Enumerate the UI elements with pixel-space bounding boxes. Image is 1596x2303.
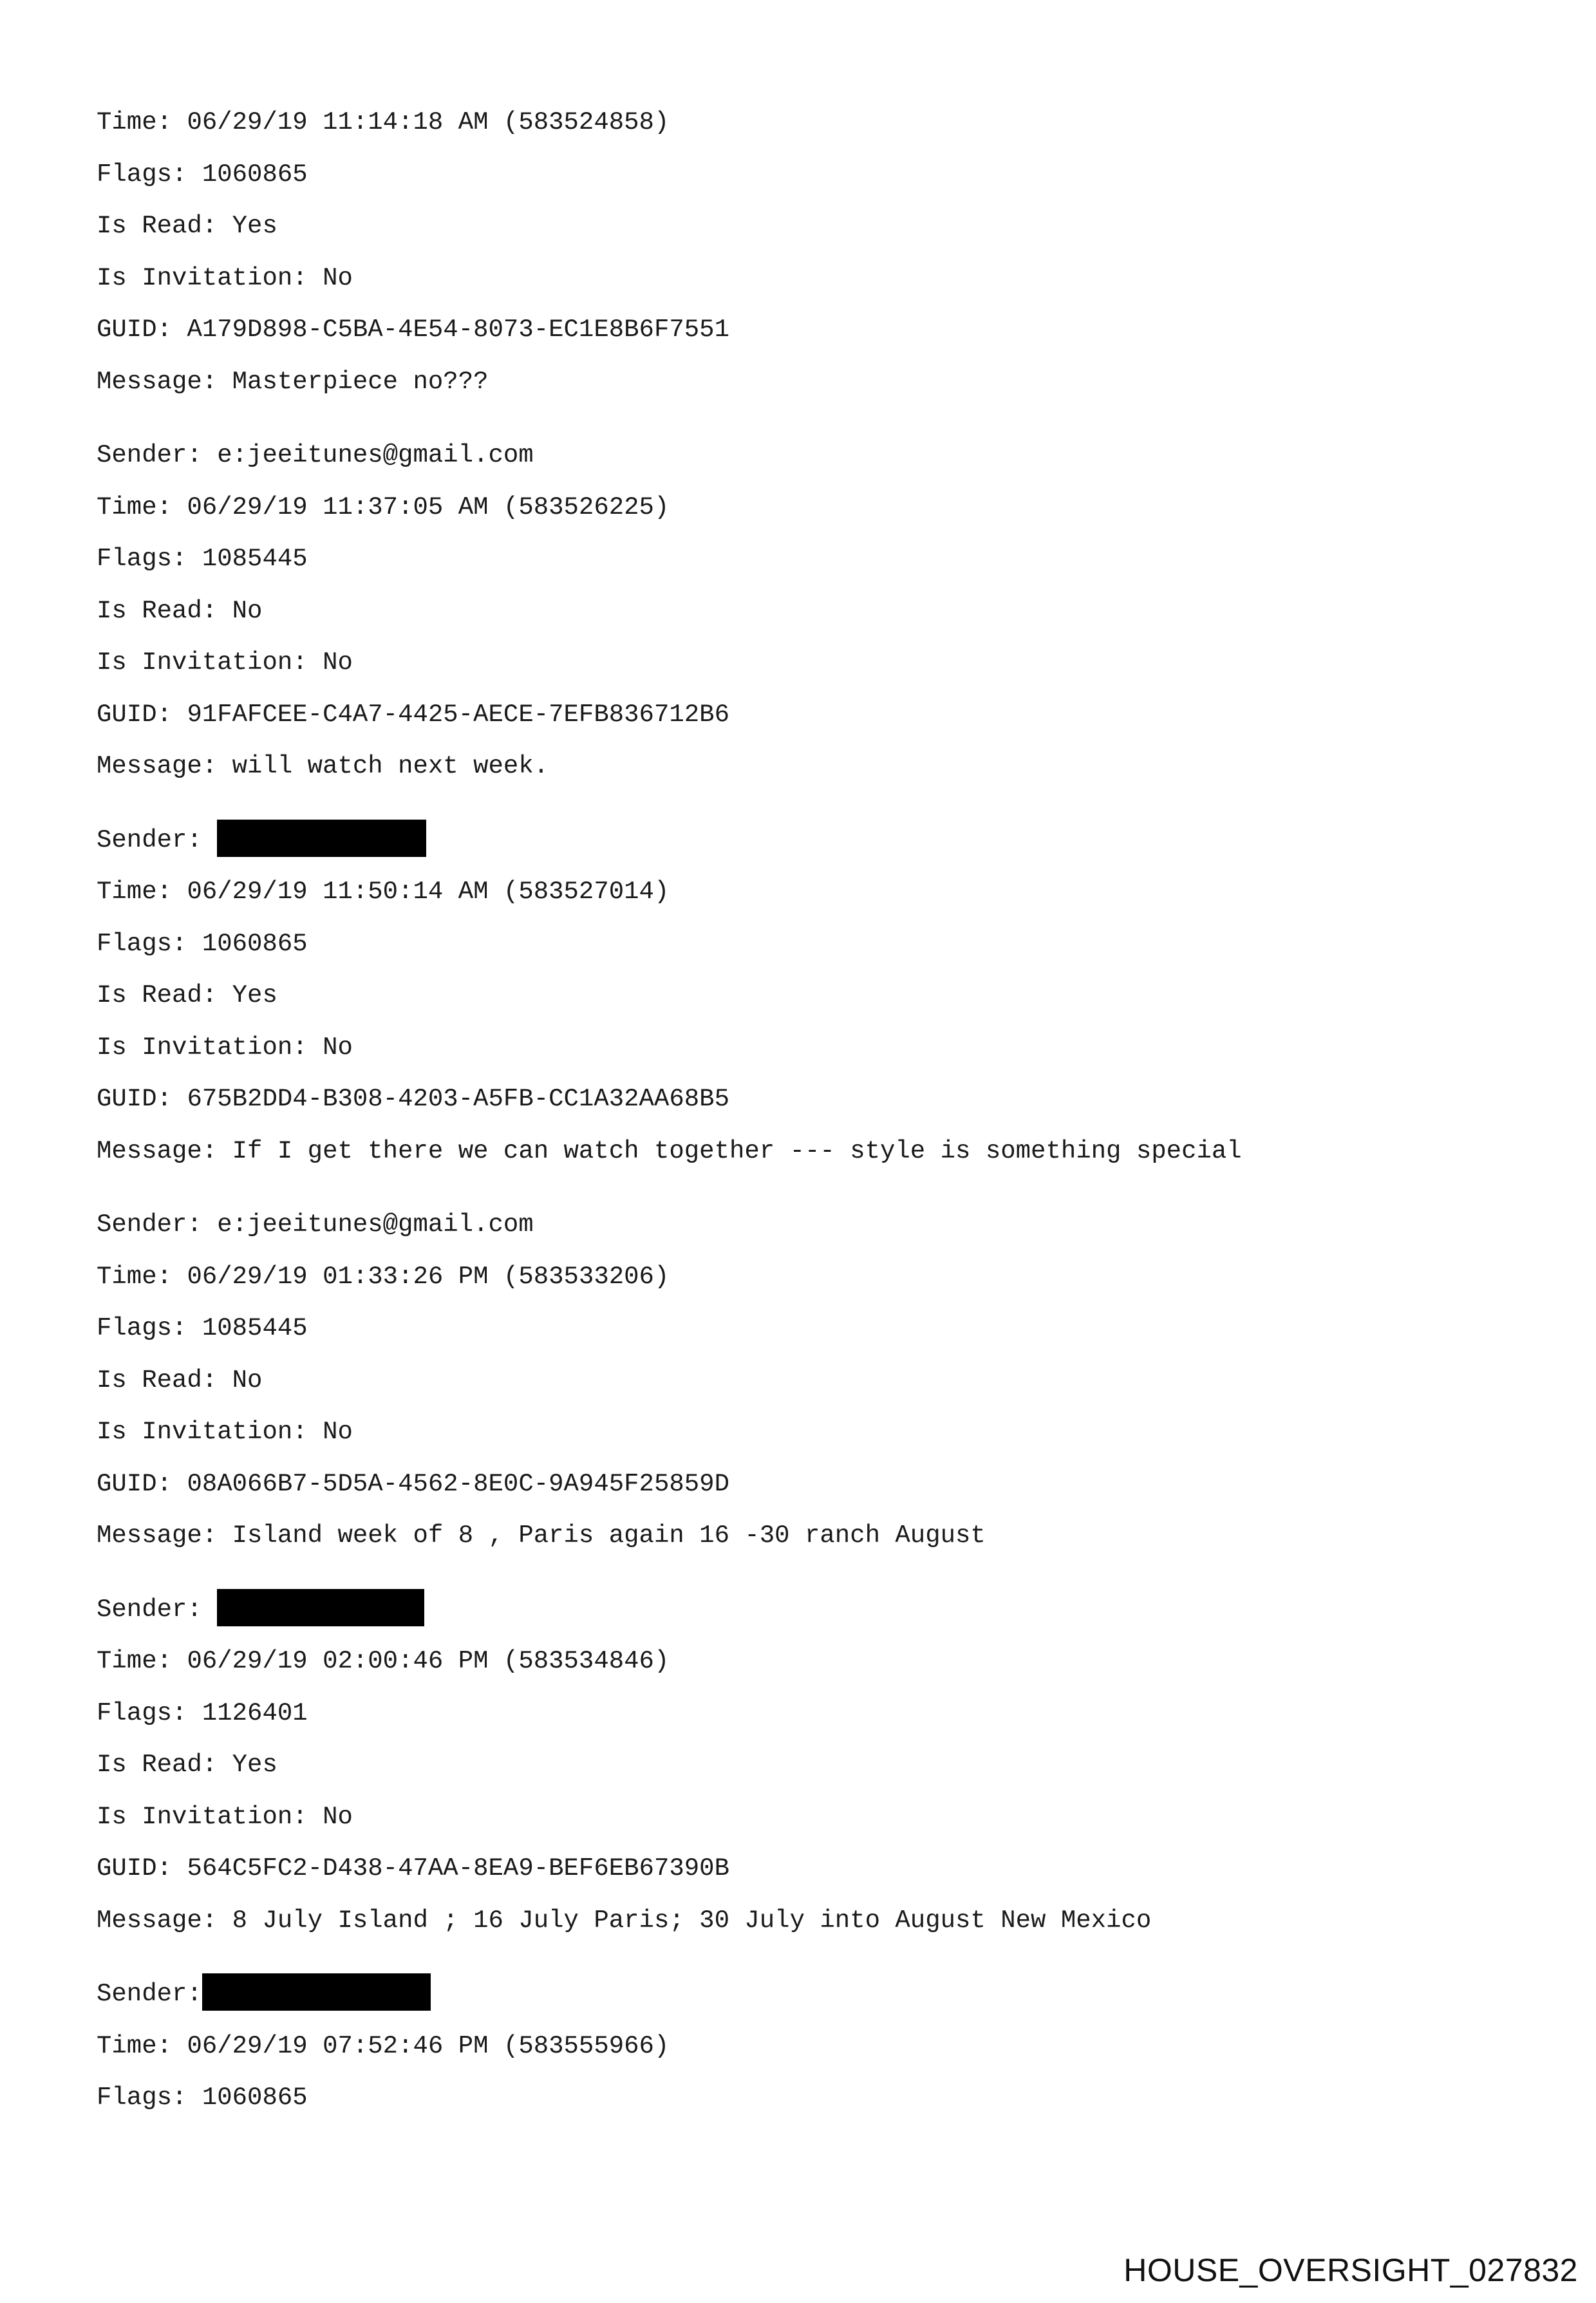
redaction-box — [217, 820, 426, 857]
field-line — [97, 1976, 1513, 2028]
field-label: Is Read: — [97, 981, 232, 1010]
field-label: Message: — [97, 367, 232, 396]
field-value: No — [232, 1366, 263, 1395]
field-line — [97, 1029, 1513, 1082]
field-line — [97, 1592, 1513, 1644]
field-label: GUID: — [97, 1469, 187, 1498]
field-value: 1060865 — [202, 160, 308, 189]
field-value: No — [323, 263, 353, 292]
field-value: No — [323, 1418, 353, 1446]
field-line — [97, 1310, 1513, 1362]
field-line — [97, 489, 1513, 541]
field-label: Flags: — [97, 1698, 202, 1727]
field-value: 06/29/19 11:50:14 AM (583527014) — [187, 878, 670, 906]
field-value: 1126401 — [202, 1698, 308, 1727]
field-label: Is Read: — [97, 212, 232, 240]
field-value: 06/29/19 11:14:18 AM (583524858) — [187, 108, 670, 136]
field-line — [97, 822, 1513, 874]
field-label: Sender: — [97, 1980, 202, 2008]
field-label: Is Read: — [97, 1366, 232, 1395]
field-value: 1085445 — [202, 545, 308, 573]
message-record — [97, 822, 1513, 1185]
field-value: 8 July Island ; 16 July Paris; 30 July into August New Mexico — [232, 1906, 1152, 1935]
field-value: 1060865 — [202, 2083, 308, 2112]
field-line — [97, 874, 1513, 926]
field-line — [97, 1466, 1513, 1518]
field-label: Flags: — [97, 160, 202, 189]
field-label: Is Invitation: — [97, 1418, 323, 1446]
field-label: Is Invitation: — [97, 1802, 323, 1831]
field-line — [97, 1903, 1513, 1955]
field-value: Yes — [232, 212, 277, 240]
field-value: No — [323, 1033, 353, 1062]
field-value: Yes — [232, 1751, 277, 1779]
field-line — [97, 1133, 1513, 1185]
field-label: Message: — [97, 1136, 232, 1165]
field-label: Flags: — [97, 929, 202, 958]
record-gap — [97, 1185, 1513, 1207]
field-label: Time: — [97, 878, 187, 906]
field-line — [97, 312, 1513, 364]
field-value: A179D898-C5BA-4E54-8073-EC1E8B6F7551 — [187, 315, 729, 344]
field-line — [97, 593, 1513, 645]
record-gap — [97, 800, 1513, 822]
field-value: 1085445 — [202, 1314, 308, 1342]
field-line — [97, 644, 1513, 697]
field-line — [97, 156, 1513, 209]
redaction-box — [217, 1589, 424, 1626]
field-line — [97, 1850, 1513, 1903]
field-label: Time: — [97, 493, 187, 522]
field-value: e:jeeitunes@gmail.com — [217, 441, 534, 469]
redaction-box — [202, 1973, 431, 2011]
field-line — [97, 104, 1513, 156]
field-label: Is Invitation: — [97, 263, 323, 292]
field-value: 06/29/19 07:52:46 PM (583555966) — [187, 2031, 670, 2060]
field-line — [97, 2028, 1513, 2080]
field-line — [97, 926, 1513, 978]
field-label: Message: — [97, 1906, 232, 1935]
field-line — [97, 1695, 1513, 1747]
field-label: GUID: — [97, 1854, 187, 1883]
field-line — [97, 541, 1513, 593]
field-value: Yes — [232, 981, 277, 1010]
field-line — [97, 977, 1513, 1029]
field-label: Sender: — [97, 441, 218, 469]
field-label: Message: — [97, 752, 232, 780]
field-line — [97, 1747, 1513, 1799]
field-value: No — [323, 1802, 353, 1831]
field-value: 06/29/19 11:37:05 AM (583526225) — [187, 493, 670, 522]
message-record — [97, 104, 1513, 415]
field-line — [97, 1207, 1513, 1259]
record-gap — [97, 1570, 1513, 1592]
field-label: GUID: — [97, 700, 187, 729]
field-line — [97, 437, 1513, 489]
field-value: 675B2DD4-B308-4203-A5FB-CC1A32AA68B5 — [187, 1085, 729, 1113]
field-label: Flags: — [97, 1314, 202, 1342]
field-label: Time: — [97, 2031, 187, 2060]
field-value: 564C5FC2-D438-47AA-8EA9-BEF6EB67390B — [187, 1854, 729, 1883]
message-log — [97, 104, 1513, 2132]
field-line — [97, 697, 1513, 749]
field-label: GUID: — [97, 1085, 187, 1113]
field-label: Is Read: — [97, 596, 232, 625]
bates-stamp: HOUSE_OVERSIGHT_027832 — [1123, 2252, 1578, 2288]
field-line — [97, 364, 1513, 416]
field-value: 91FAFCEE-C4A7-4425-AECE-7EFB836712B6 — [187, 700, 729, 729]
field-label: Message: — [97, 1521, 232, 1550]
field-value: No — [323, 648, 353, 677]
field-line — [97, 1414, 1513, 1466]
field-line — [97, 1518, 1513, 1570]
field-label: Flags: — [97, 2083, 202, 2112]
field-value: Masterpiece no??? — [232, 367, 489, 396]
field-line — [97, 1799, 1513, 1851]
field-value: will watch next week. — [232, 752, 549, 780]
field-line — [97, 748, 1513, 800]
field-value: 1060865 — [202, 929, 308, 958]
field-line — [97, 1643, 1513, 1695]
message-record — [97, 1207, 1513, 1570]
field-line — [97, 260, 1513, 312]
field-label: Time: — [97, 1262, 187, 1291]
field-value: 06/29/19 01:33:26 PM (583533206) — [187, 1262, 670, 1291]
field-value: 06/29/19 02:00:46 PM (583534846) — [187, 1647, 670, 1675]
field-value: No — [232, 596, 263, 625]
field-line — [97, 2080, 1513, 2132]
field-line — [97, 1081, 1513, 1133]
field-line — [97, 208, 1513, 260]
field-label: Is Invitation: — [97, 1033, 323, 1062]
field-label: Is Invitation: — [97, 648, 323, 677]
field-value: Island week of 8 , Paris again 16 -30 ranch August — [232, 1521, 986, 1550]
field-label: Sender: — [97, 1595, 218, 1624]
field-line — [97, 1362, 1513, 1415]
field-label: Time: — [97, 108, 187, 136]
field-label: Sender: — [97, 825, 218, 854]
field-label: GUID: — [97, 315, 187, 344]
field-value: 08A066B7-5D5A-4562-8E0C-9A945F25859D — [187, 1469, 729, 1498]
field-label: Sender: — [97, 1210, 218, 1239]
field-label: Flags: — [97, 545, 202, 573]
field-line — [97, 1259, 1513, 1311]
record-gap — [97, 1954, 1513, 1976]
message-record — [97, 1976, 1513, 2132]
field-label: Time: — [97, 1647, 187, 1675]
message-record — [97, 437, 1513, 800]
field-value: If I get there we can watch together --- style is something special — [232, 1136, 1242, 1165]
field-value: e:jeeitunes@gmail.com — [217, 1210, 534, 1239]
field-label: Is Read: — [97, 1751, 232, 1779]
record-gap — [97, 415, 1513, 437]
message-record — [97, 1592, 1513, 1955]
